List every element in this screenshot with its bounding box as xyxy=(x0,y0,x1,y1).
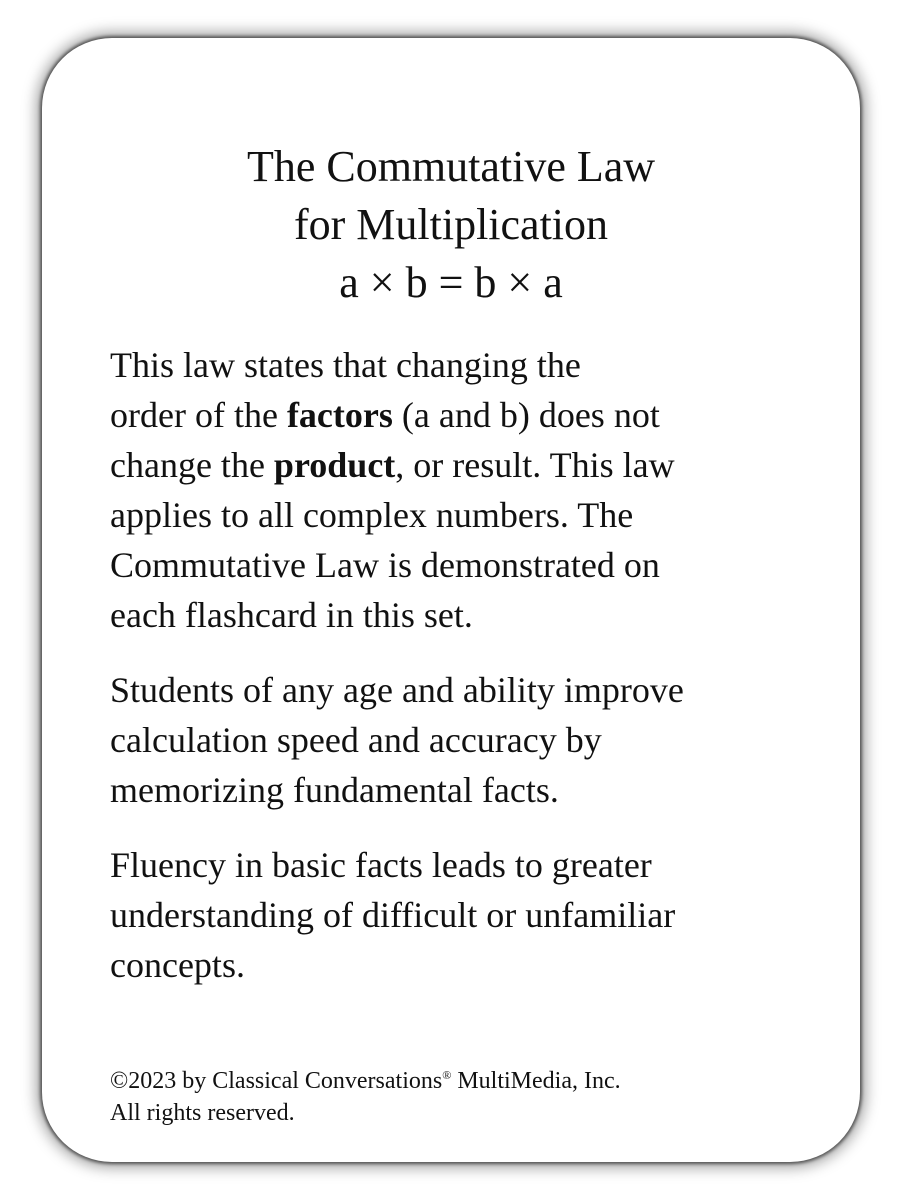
p1-line-2-end: (a and b) does not xyxy=(392,395,660,435)
title-line-1: The Commutative Law xyxy=(246,142,656,191)
paragraph-fluency xyxy=(110,840,810,990)
term-product: product xyxy=(273,445,396,485)
p2-line-3: memorizing fundamental facts. xyxy=(110,770,559,810)
p1-line-3-end: , or result. This law xyxy=(395,445,675,485)
title-line-2: for Multiplication xyxy=(293,200,609,249)
p2-line-1: Students of any age and ability improve xyxy=(110,670,684,710)
company-text: MultiMedia, Inc. xyxy=(451,1068,621,1094)
paragraph-commutative-law xyxy=(110,340,810,640)
p3-line-2: understanding of difficult or unfamiliar xyxy=(110,895,676,935)
copyright-text: ©2023 by Classical Conversations xyxy=(110,1068,443,1094)
p1-line-2-start: order of the xyxy=(110,395,287,435)
copyright-footer xyxy=(110,1065,810,1127)
p2-line-2: calculation speed and accuracy by xyxy=(110,720,602,760)
flashcard xyxy=(42,38,860,1162)
p1-line-3-start: change the xyxy=(110,445,274,485)
p1-line-5: Commutative Law is demonstrated on xyxy=(110,545,660,585)
p1-line-4: applies to all complex numbers. The xyxy=(110,495,634,535)
p3-line-3: concepts. xyxy=(110,945,245,985)
rights-text: All rights reserved. xyxy=(110,1100,295,1126)
p3-line-1: Fluency in basic facts leads to greater xyxy=(110,845,652,885)
paragraph-students xyxy=(110,665,810,815)
card-heading xyxy=(42,138,860,312)
p1-line-6: each flashcard in this set. xyxy=(110,595,473,635)
term-factors: factors xyxy=(286,395,393,435)
formula: a × b = b × a xyxy=(339,258,563,307)
registered-mark: ® xyxy=(442,1068,452,1082)
p1-line-1: This law states that changing the xyxy=(110,345,581,385)
card-body xyxy=(110,340,810,1015)
